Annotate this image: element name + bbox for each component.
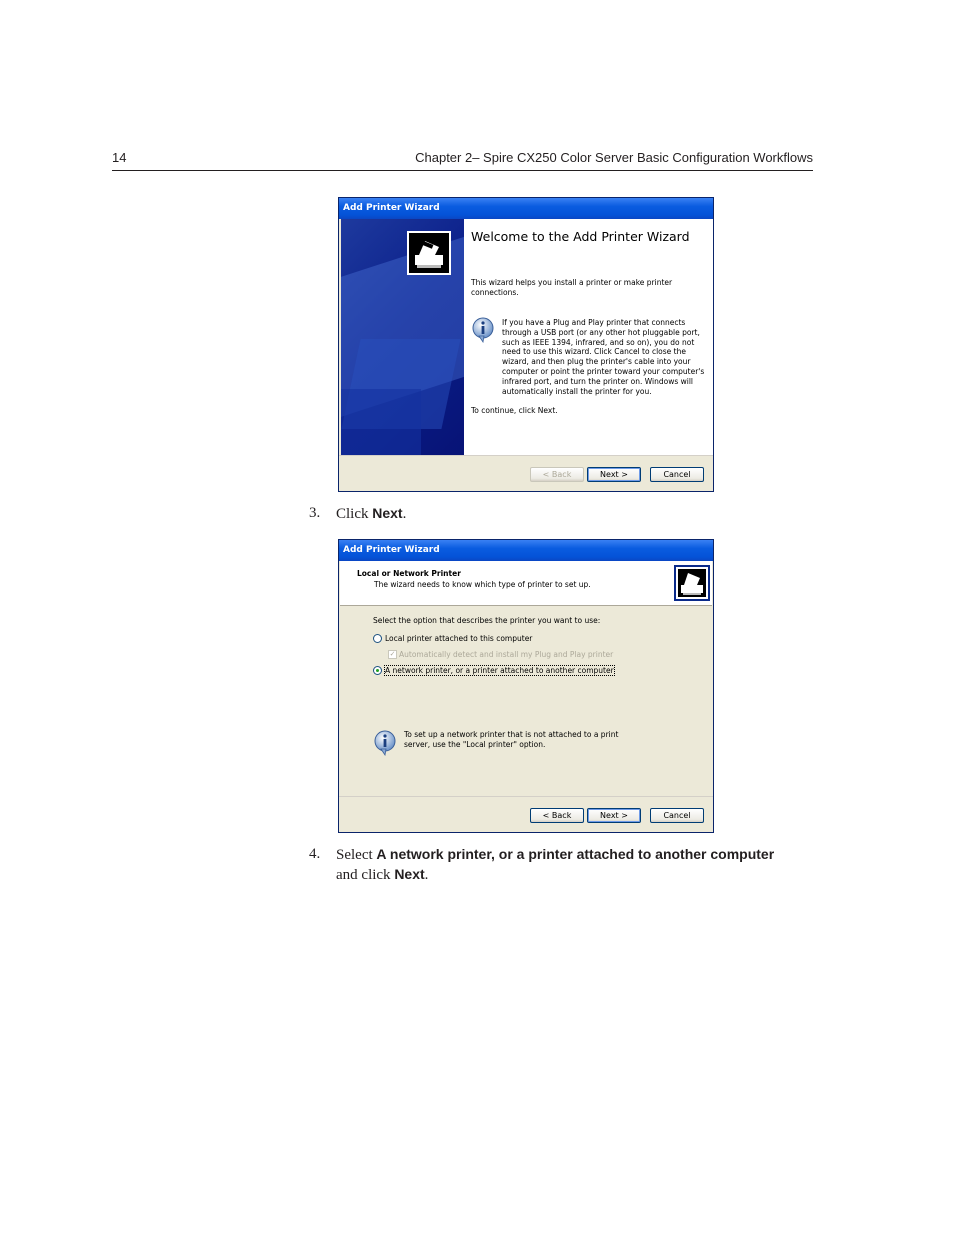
- bold-next: Next: [394, 866, 425, 882]
- wizard-header-panel: [340, 561, 712, 606]
- cancel-button[interactable]: Cancel: [650, 808, 704, 823]
- cancel-button[interactable]: Cancel: [650, 467, 704, 482]
- bold-network-option: A network printer, or a printer attached to another computer: [376, 846, 775, 862]
- next-button[interactable]: Next >: [587, 808, 641, 823]
- panel-subheading: The wizard needs to know which type of printer to set up.: [374, 580, 591, 589]
- panel-heading: Local or Network Printer: [357, 569, 461, 578]
- back-button[interactable]: < Back: [530, 808, 584, 823]
- intro-text: This wizard helps you install a printer or make printer connections.: [471, 278, 673, 297]
- network-printer-label[interactable]: A network printer, or a printer attached to another computer: [385, 666, 614, 675]
- page-number: 14: [112, 150, 127, 165]
- local-printer-radio[interactable]: [373, 634, 382, 643]
- dialog-footer: [339, 455, 713, 492]
- info-text: If you have a Plug and Play printer that connects through a USB port (or any other hot pluggable port, such as IEEE 1394, infrared, and so on), you do not need to use this wizard. Click Cancel to close the wizard, and then plug the printer's cable into your computer or point the printer toward your computer's infrared port, and turn the printer on. Windows will automatically install the printer for you.: [502, 318, 705, 396]
- back-button[interactable]: < Back: [530, 467, 584, 482]
- wizard-content: [464, 219, 713, 455]
- step-number: 4.: [309, 846, 321, 862]
- next-button[interactable]: Next >: [587, 467, 641, 482]
- dialog-footer: [339, 796, 713, 833]
- dialog-titlebar[interactable]: Add Printer Wizard: [339, 198, 713, 219]
- printer-icon: [674, 565, 710, 601]
- continue-text: To continue, click Next.: [471, 406, 558, 415]
- auto-detect-label[interactable]: Automatically detect and install my Plug and Play printer: [399, 650, 614, 659]
- wizard-side-banner: [341, 219, 464, 455]
- chapter-title: Chapter 2– Spire CX250 Color Server Basic Configuration Workflows: [415, 150, 813, 165]
- local-network-wizard-dialog: [338, 539, 714, 833]
- select-label: Select the option that describes the printer you want to use:: [373, 616, 601, 625]
- network-printer-radio[interactable]: [373, 666, 382, 675]
- printer-icon: [407, 231, 451, 275]
- step-number: 3.: [309, 505, 321, 521]
- info-icon: [471, 317, 495, 347]
- info-icon: [373, 730, 397, 760]
- page-header: [112, 148, 813, 171]
- welcome-wizard-dialog: [338, 197, 714, 492]
- dialog-titlebar[interactable]: Add Printer Wizard: [339, 540, 713, 561]
- info-text: To set up a network printer that is not attached to a print server, use the "Local printer" option.: [404, 730, 619, 749]
- welcome-heading: Welcome to the Add Printer Wizard: [471, 229, 690, 244]
- local-printer-label[interactable]: Local printer attached to this computer: [385, 634, 533, 643]
- auto-detect-checkbox[interactable]: ✓: [389, 650, 396, 658]
- bold-next: Next: [372, 505, 403, 521]
